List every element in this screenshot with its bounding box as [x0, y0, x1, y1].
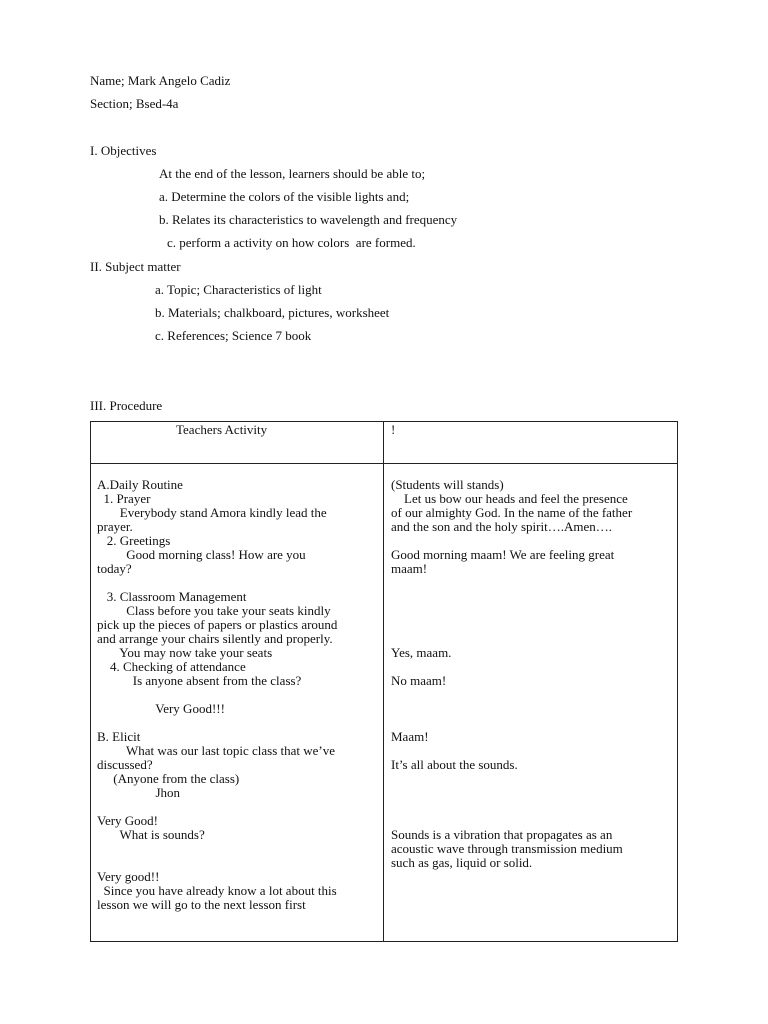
- teacher-activity-line: B. Elicit: [97, 729, 141, 744]
- teacher-activity-line: Everybody stand Amora kindly lead the: [97, 505, 327, 520]
- teacher-activity-line: Since you have already know a lot about this: [97, 883, 337, 898]
- teacher-activity-column: [97, 478, 379, 912]
- student-activity-line: maam!: [391, 561, 428, 576]
- student-activity-line: [391, 604, 675, 618]
- teacher-activity-line: discussed?: [97, 757, 153, 772]
- student-activity-line: such as gas, liquid or solid.: [391, 855, 533, 870]
- student-activity-line: Sounds is a vibration that propagates as an: [391, 827, 613, 842]
- objective-item: a. Determine the colors of the visible lights and;: [159, 189, 410, 204]
- objective-item: c. perform a activity on how colors are formed.: [167, 235, 416, 250]
- teacher-activity-line: 1. Prayer: [97, 491, 151, 506]
- student-activity-line: and the son and the holy spirit….Amen….: [391, 519, 612, 534]
- student-activity-line: No maam!: [391, 673, 447, 688]
- teacher-activity-line: today?: [97, 561, 132, 576]
- teacher-activity-line: pick up the pieces of papers or plastics around: [97, 617, 338, 632]
- student-activity-line: [391, 632, 675, 646]
- student-activity-line: Yes, maam.: [391, 645, 452, 660]
- student-activity-line: Good morning maam! We are feeling great: [391, 547, 615, 562]
- table-header-divider: [90, 463, 678, 464]
- subject-matter-heading: II. Subject matter: [90, 259, 181, 274]
- subject-matter-item: b. Materials; chalkboard, pictures, worksheet: [155, 305, 390, 320]
- teacher-activity-line: You may now take your seats: [97, 645, 273, 660]
- objectives-intro: At the end of the lesson, learners should be able to;: [159, 166, 426, 181]
- student-activity-line: [391, 772, 675, 786]
- teacher-activity-line: What was our last topic class that we’ve: [97, 743, 336, 758]
- teacher-activity-line: 2. Greetings: [97, 533, 171, 548]
- student-activity-line: It’s all about the sounds.: [391, 757, 518, 772]
- teacher-activity-line: 4. Checking of attendance: [97, 659, 246, 674]
- teacher-activity-line: lesson we will go to the next lesson first: [97, 897, 306, 912]
- teacher-activity-header: Teachers Activity: [176, 422, 268, 437]
- student-activity-header: !: [391, 422, 396, 437]
- student-activity-line: [391, 576, 675, 590]
- student-section: Section; Bsed-4a: [90, 96, 179, 111]
- teacher-activity-line: [97, 800, 379, 814]
- teacher-activity-line: Good morning class! How are you: [97, 547, 306, 562]
- student-activity-line: [391, 800, 675, 814]
- student-activity-line: of our almighty God. In the name of the father: [391, 505, 633, 520]
- teacher-activity-line: What is sounds?: [97, 827, 205, 842]
- teacher-activity-line: (Anyone from the class): [97, 771, 240, 786]
- teacher-activity-line: [97, 856, 379, 870]
- student-activity-line: Maam!: [391, 729, 429, 744]
- teacher-activity-line: Class before you take your seats kindly: [97, 603, 331, 618]
- teacher-activity-line: [97, 716, 379, 730]
- teacher-activity-line: Very Good!: [97, 813, 159, 828]
- student-activity-line: (Students will stands): [391, 477, 504, 492]
- student-activity-line: [391, 688, 675, 702]
- teacher-activity-line: [97, 576, 379, 590]
- teacher-activity-line: A.Daily Routine: [97, 477, 183, 492]
- student-activity-line: [391, 786, 675, 800]
- teacher-activity-line: and arrange your chairs silently and properly.: [97, 631, 333, 646]
- student-activity-line: [391, 814, 675, 828]
- student-activity-line: [391, 702, 675, 716]
- teacher-activity-line: 3. Classroom Management: [97, 589, 247, 604]
- student-activity-line: [391, 618, 675, 632]
- student-activity-line: [391, 590, 675, 604]
- teacher-activity-line: Is anyone absent from the class?: [97, 673, 302, 688]
- student-activity-column: [391, 478, 675, 870]
- student-name: Name; Mark Angelo Cadiz: [90, 73, 231, 88]
- table-column-divider: [383, 421, 384, 942]
- student-activity-line: [391, 660, 675, 674]
- teacher-activity-line: prayer.: [97, 519, 133, 534]
- subject-matter-item: c. References; Science 7 book: [155, 328, 312, 343]
- teacher-activity-line: Very good!!: [97, 869, 160, 884]
- subject-matter-item: a. Topic; Characteristics of light: [155, 282, 322, 297]
- objective-item: b. Relates its characteristics to wavelength and frequency: [159, 212, 458, 227]
- teacher-activity-line: [97, 688, 379, 702]
- teacher-activity-line: [97, 842, 379, 856]
- objectives-heading: I. Objectives: [90, 143, 157, 158]
- student-activity-line: [391, 534, 675, 548]
- teacher-activity-line: Jhon: [97, 785, 181, 800]
- student-activity-line: [391, 716, 675, 730]
- procedure-heading: III. Procedure: [90, 398, 163, 413]
- student-activity-line: acoustic wave through transmission medium: [391, 841, 623, 856]
- student-activity-line: [391, 744, 675, 758]
- student-activity-line: Let us bow our heads and feel the presence: [391, 491, 628, 506]
- teacher-activity-line: Very Good!!!: [97, 701, 225, 716]
